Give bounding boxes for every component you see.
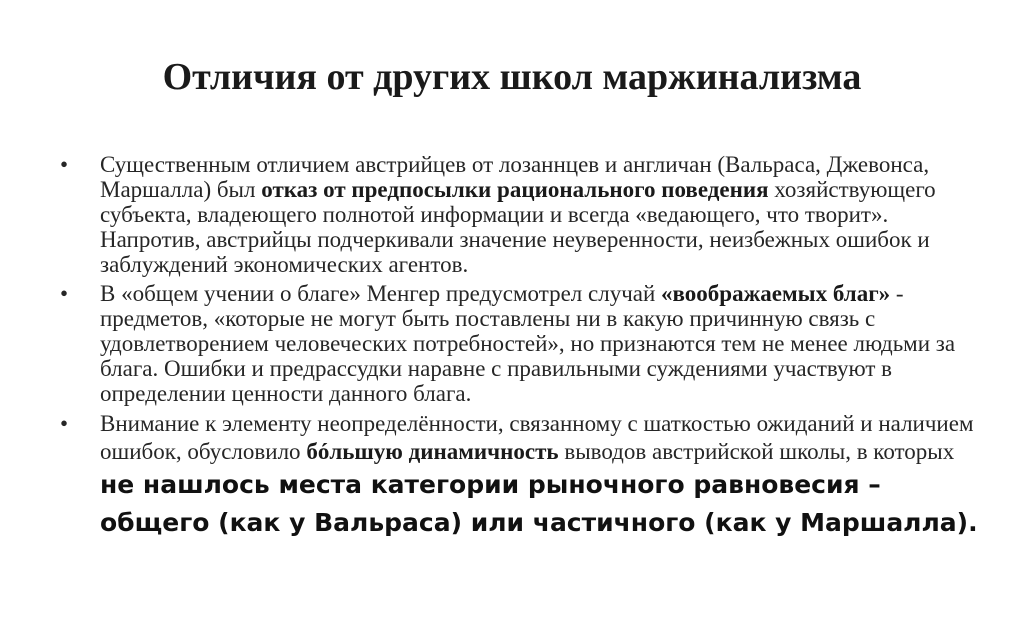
bullet-3-text-continued: выводов австрийской школы, в которых <box>558 439 955 464</box>
bullet-1-text-continued: хозяйствующего субъекта, владеющего полнотой информации и всегда «ведающего, что творит». Напротив, австрийцы подчеркивали значение неуверенности, неизбежных ошибок и заблуждений экономических агентов. <box>100 177 936 277</box>
bullet-2-text-continued: - предметов, «которые не могут быть поставлены ни в какую причинную связь с удовлетворением человеческих потребностей», но признаются тем не менее людьми за блага. Ошибки и предрассудки наравне с правильными суждениями участвуют в определении ценности данного блага. <box>100 281 956 406</box>
bullet-item-3 <box>60 410 990 542</box>
bullet-2-text: В «общем учении о благе» Менгер предусмотрел случай <box>100 281 662 306</box>
bullet-3-text: Внимание к элементу неопределённости, связанному с шаткостью ожиданий и наличием ошибок, обусловило <box>100 411 974 464</box>
bullet-dot-icon: • <box>60 281 69 306</box>
slide-title: Отличия от других школ маржинализма <box>162 56 862 98</box>
bullet-1-emphasis: отказ от предпосылки рационального поведения <box>261 177 769 202</box>
bullet-1-text: Существенным отличием австрийцев от лозаннцев и англичан (Вальраса, Джевонса, Маршалла) был <box>100 152 930 202</box>
bullet-3-emphasis: бóльшую динамичность <box>306 439 559 464</box>
bullet-2-emphasis: «воображаемых благ» <box>661 281 891 306</box>
bullet-3-conclusion: не нашлось места категории рыночного равновесия – общего (как у Вальраса) или частичного (как у Маршалла). <box>100 470 978 537</box>
bullet-list <box>60 152 990 546</box>
bullet-dot-icon: • <box>60 411 69 436</box>
bullet-item-2 <box>60 281 990 406</box>
bullet-item-1 <box>60 152 990 277</box>
bullet-dot-icon: • <box>60 152 69 177</box>
